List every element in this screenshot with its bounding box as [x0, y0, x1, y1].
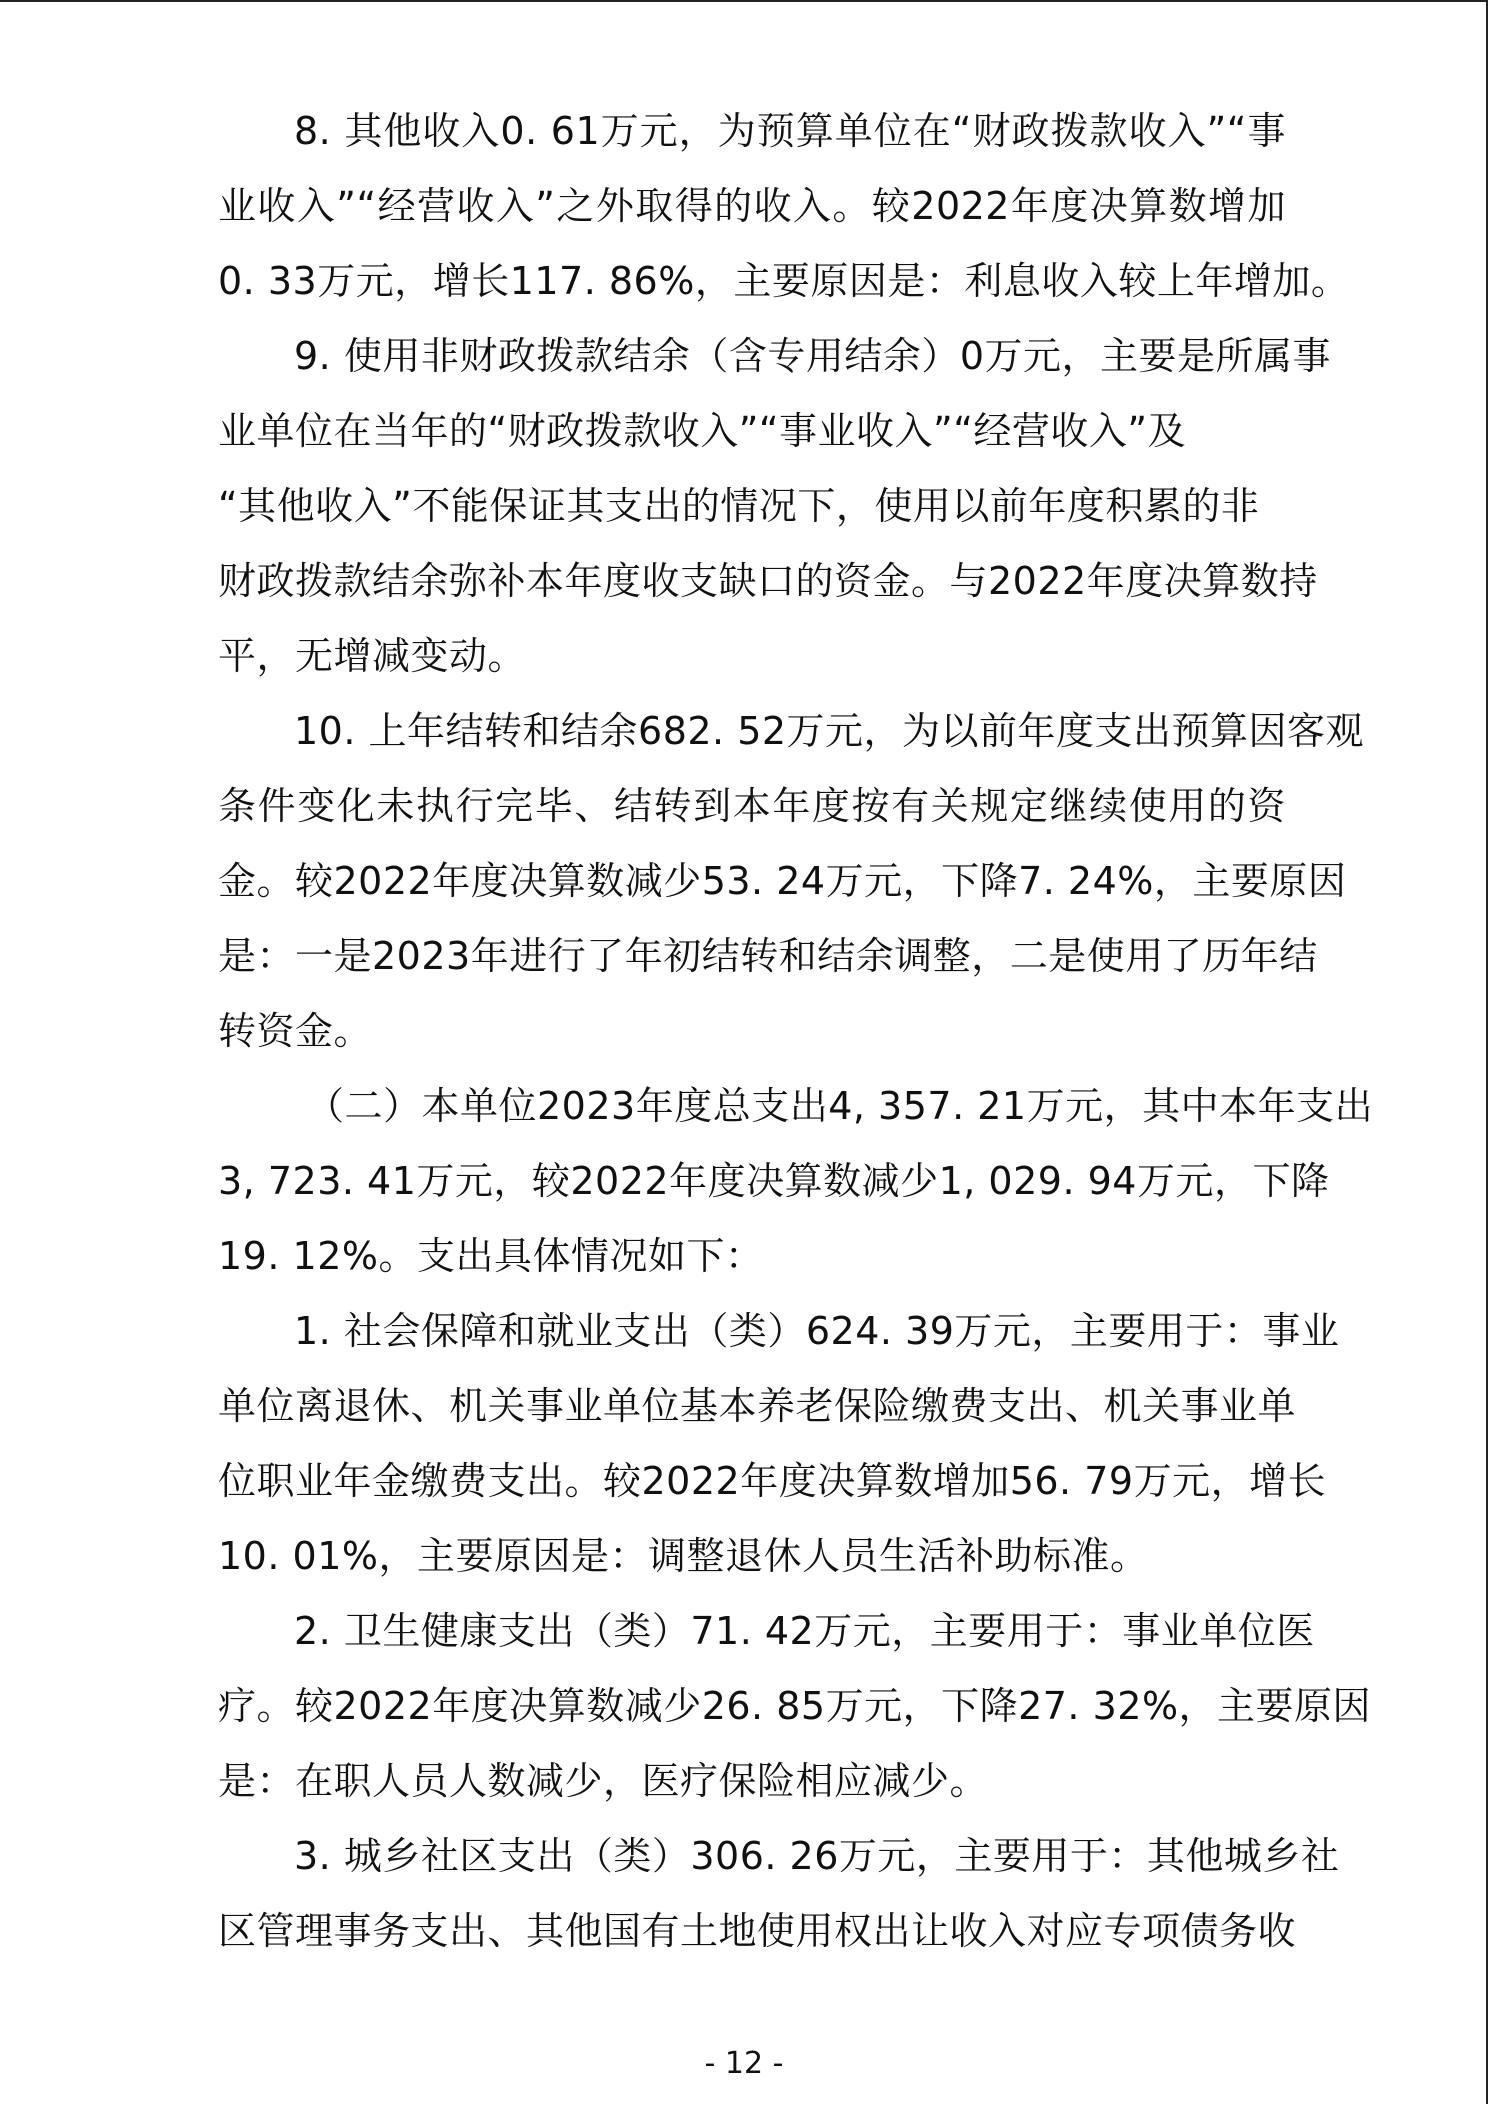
text-line: 1. 社会保障和就业支出（类）624. 39万元，主要用于：事业 [294, 1309, 1340, 1353]
paragraph-health-expenditure [218, 1594, 1372, 1819]
text-line: 业收入”“经营收入”之外取得的收入。较2022年度决算数增加 [218, 184, 1286, 228]
paragraph-carryover-balance [218, 694, 1365, 1069]
text-line: 10. 上年结转和结余682. 52万元，为以前年度支出预算因客观 [294, 709, 1365, 753]
text-line: 转资金。 [218, 1009, 373, 1053]
text-line: 金。较2022年度决算数减少53. 24万元，下降7. 24%，主要原因 [218, 859, 1347, 903]
text-line: （二）本单位2023年度总支出4, 357. 21万元，其中本年支出 [306, 1084, 1374, 1128]
text-line: 平，无增减变动。 [218, 634, 527, 678]
document-body [218, 94, 1374, 1969]
paragraph-non-fiscal-balance [218, 319, 1332, 694]
text-line: “其他收入”不能保证其支出的情况下，使用以前年度积累的非 [218, 484, 1260, 528]
text-line: 疗。较2022年度决算数减少26. 85万元，下降27. 32%，主要原因 [218, 1684, 1372, 1728]
text-line: 单位离退休、机关事业单位基本养老保险缴费支出、机关事业单 [218, 1384, 1297, 1428]
text-line: 条件变化未执行完毕、结转到本年度按有关规定继续使用的资 [218, 784, 1286, 828]
paragraph-urban-rural-expenditure [218, 1819, 1340, 1969]
text-line: 是：在职人员人数减少，医疗保险相应减少。 [218, 1759, 989, 1803]
paragraph-other-income [218, 94, 1350, 319]
text-line: 位职业年金缴费支出。较2022年度决算数增加56. 79万元，增长 [218, 1459, 1327, 1503]
paragraph-social-security-expenditure [218, 1294, 1340, 1594]
paragraph-total-expenditure [218, 1069, 1374, 1294]
text-line: 3, 723. 41万元，较2022年度决算数减少1, 029. 94万元，下降 [218, 1159, 1330, 1203]
text-line: 10. 01%，主要原因是：调整退休人员生活补助标准。 [218, 1534, 1149, 1578]
text-line: 区管理事务支出、其他国有土地使用权出让收入对应专项债务收 [218, 1909, 1297, 1953]
text-line: 0. 33万元，增长117. 86%，主要原因是：利息收入较上年增加。 [218, 259, 1350, 303]
text-line: 是：一是2023年进行了年初结转和结余调整，二是使用了历年结 [218, 934, 1318, 978]
text-line: 财政拨款结余弥补本年度收支缺口的资金。与2022年度决算数持 [218, 559, 1318, 603]
text-line: 业单位在当年的“财政拨款收入”“事业收入”“经营收入”及 [218, 409, 1187, 453]
text-line: 19. 12%。支出具体情况如下： [218, 1234, 764, 1278]
text-line: 8. 其他收入0. 61万元，为预算单位在“财政拨款收入”“事 [294, 109, 1286, 153]
page-number: - 12 - [704, 2046, 784, 2081]
text-line: 9. 使用非财政拨款结余（含专用结余）0万元，主要是所属事 [294, 334, 1332, 378]
text-line: 3. 城乡社区支出（类）306. 26万元，主要用于：其他城乡社 [294, 1834, 1340, 1878]
text-line: 2. 卫生健康支出（类）71. 42万元，主要用于：事业单位医 [294, 1609, 1315, 1653]
